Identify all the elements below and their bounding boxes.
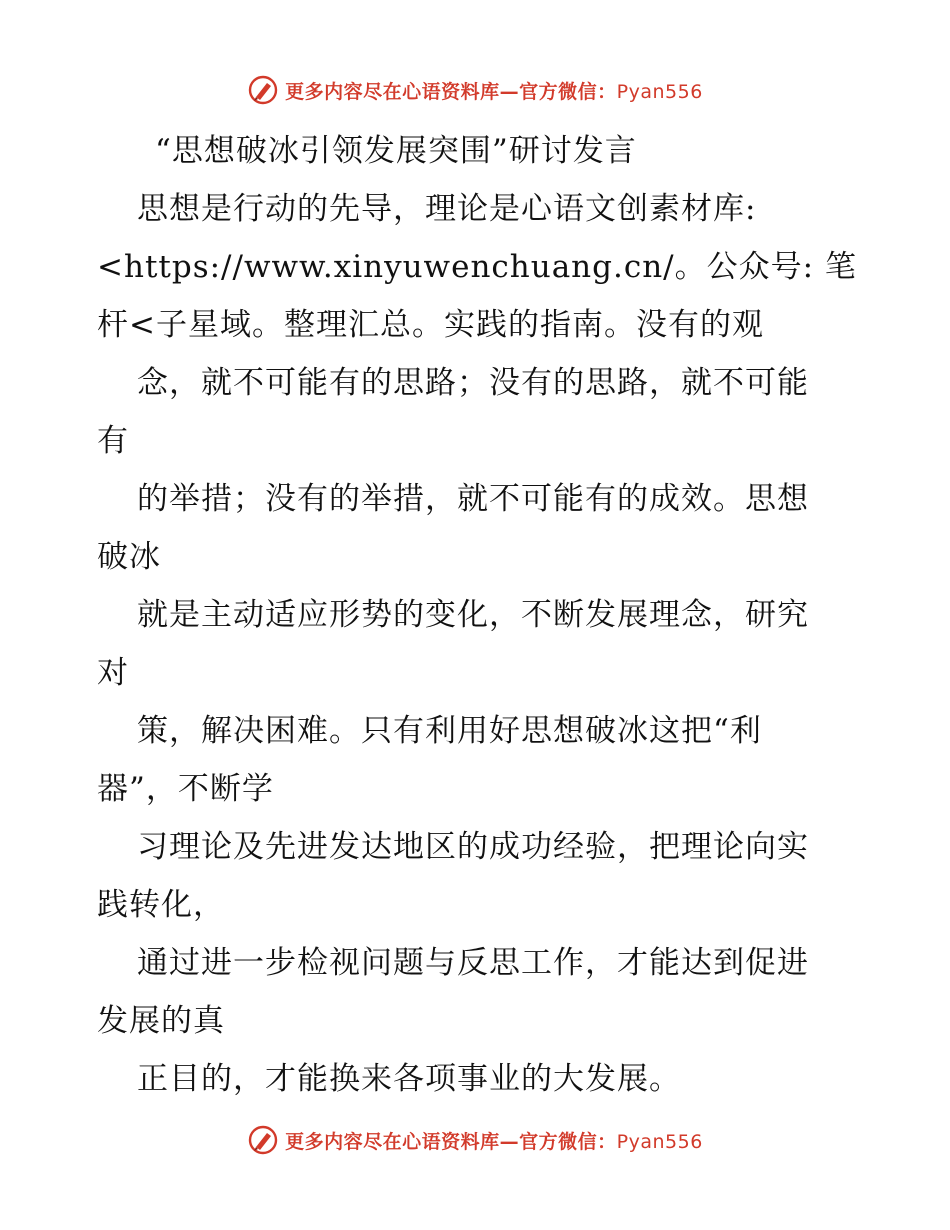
paragraph-line: 践转化， xyxy=(97,887,225,923)
paragraph-line: 有 xyxy=(97,423,129,459)
paragraph-line: 杆<子星域。整理汇总。实践的指南。没有的观 xyxy=(97,307,764,343)
pen-logo-icon xyxy=(247,1124,279,1156)
footer-watermark xyxy=(0,1120,950,1160)
paragraph-line: 就是主动适应形势的变化，不断发展理念，研究 xyxy=(137,597,809,633)
paragraph-line: 思想是行动的先导，理论是心语文创素材库: xyxy=(137,191,757,227)
paragraph-line: 的举措；没有的举措，就不可能有的成效。思想 xyxy=(137,481,809,517)
paragraph-line: 破冰 xyxy=(97,539,161,575)
header-watermark xyxy=(0,70,950,110)
watermark-text: 更多内容尽在心语资料库—官方微信：Pyan556 xyxy=(285,1130,703,1153)
paragraph-line: 念，就不可能有的思路；没有的思路，就不可能 xyxy=(137,365,809,401)
paragraph-line: 正目的，才能换来各项事业的大发展。 xyxy=(137,1061,681,1097)
document-title: “思想破冰引领发展突围”研讨发言 xyxy=(155,133,637,169)
paragraph-line: 策，解决困难。只有利用好思想破冰这把“利 xyxy=(137,713,762,749)
paragraph-line: <https://www.xinyuwenchuang.cn/。公众号: 笔 xyxy=(97,249,857,285)
paragraph-line: 对 xyxy=(97,655,129,691)
pen-logo-icon xyxy=(247,74,279,106)
document-body xyxy=(97,122,857,1108)
paragraph-line: 习理论及先进发达地区的成功经验，把理论向实 xyxy=(137,829,809,865)
paragraph-line: 通过进一步检视问题与反思工作，才能达到促进 xyxy=(137,945,809,981)
paragraph-line: 发展的真 xyxy=(97,1003,225,1039)
watermark-text: 更多内容尽在心语资料库—官方微信：Pyan556 xyxy=(285,80,703,103)
paragraph-line: 器”，不断学 xyxy=(97,771,274,807)
